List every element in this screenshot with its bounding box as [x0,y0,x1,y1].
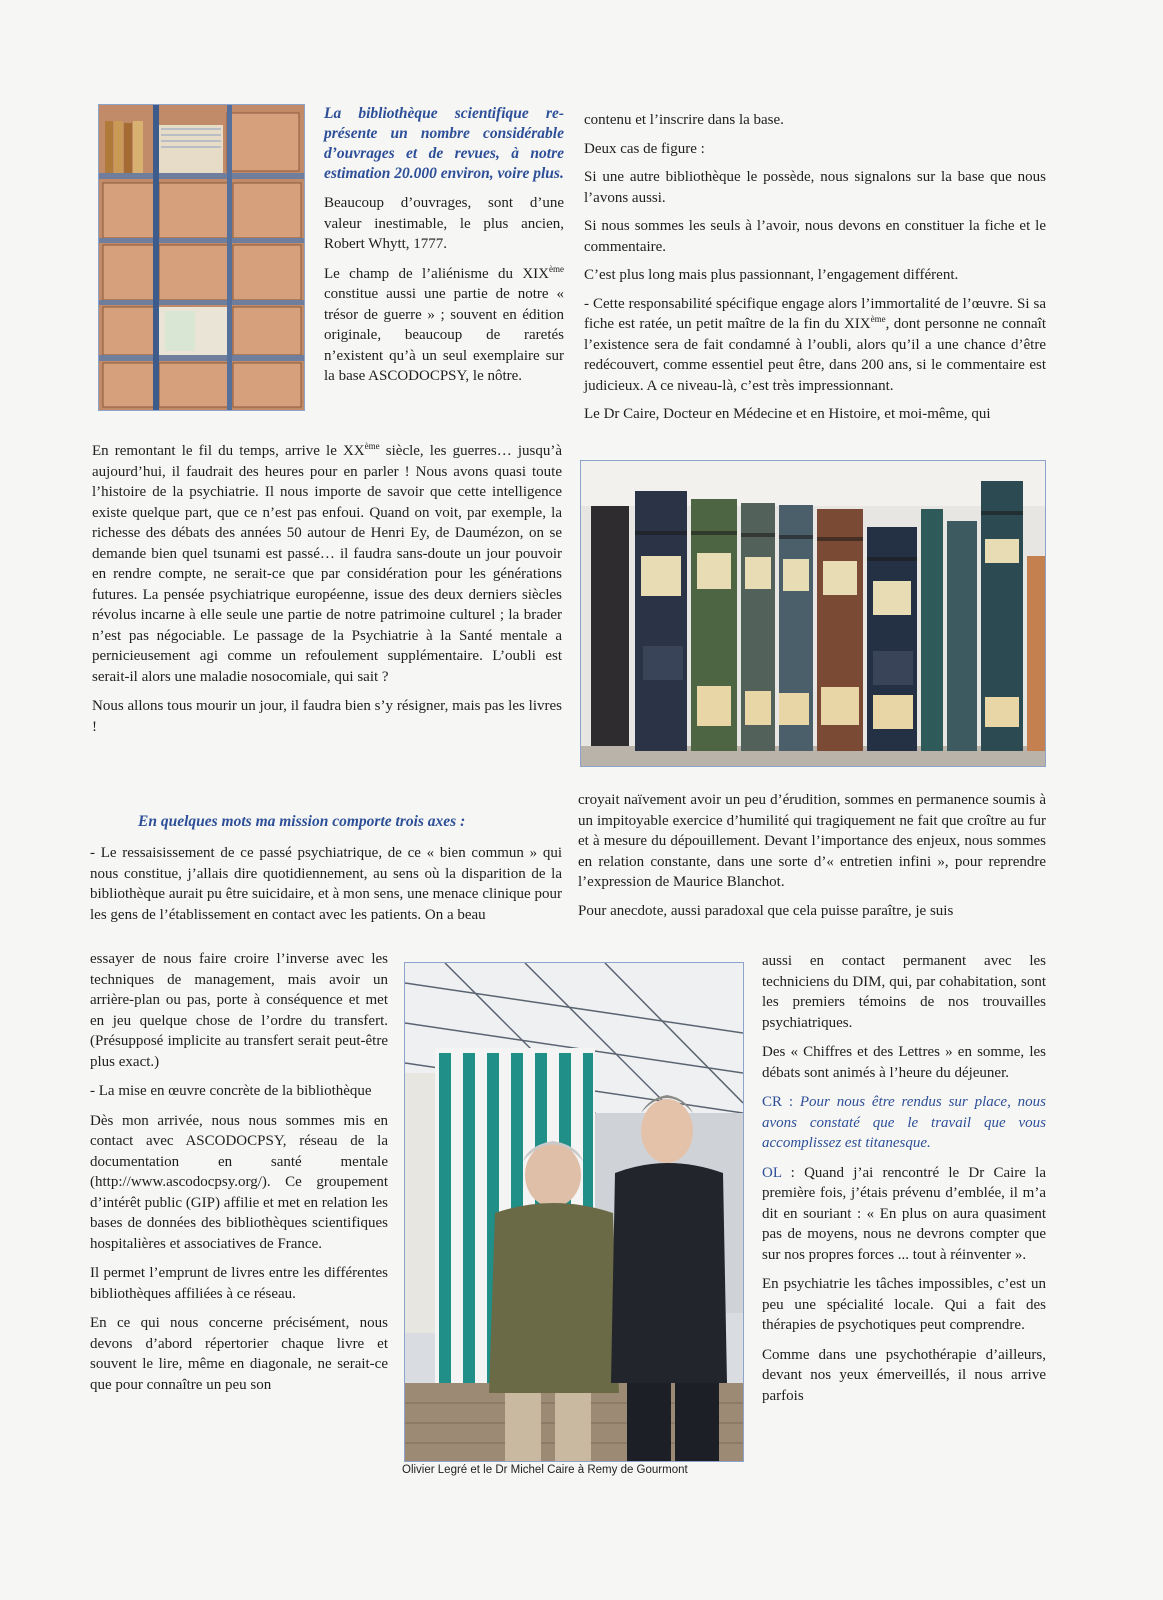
portrait-photo [404,962,744,1462]
paragraph-anecdote-cont: aussi en contact permanent avec les techniciens du DIM, qui, par cohabitation, sont les premiers témoins de nos trouvailles psychiatriques. [762,953,1046,1031]
paragraph-axis-one: - Le ressaisissement de ce passé psychiatrique, de ce « bien commun » qui nous constitue, j’allais dire quotidiennement, au sens où la disparition de la bibliothèque aurait pu être suicidaire, et à mon sens, une menace clinique pour les gens de l’établissement en contact avec les patients. On a beau [90,845,562,923]
paragraph-20th-century: En remontant le fil du temps, arrive le XXème siècle, les guerres… jusqu’à aujourd’hui, il faudrait des heures pour en parler ! Nous avons quasi toute l’histoire de la psychiatrie. Il nous importe de savoir que cette intelligence existe quelque part, que ce n’est pas enfoui. Quand on voit, par exemple, la richesse des débats des années 50 autour de Henri Ey, de Daumézon, on se demande bien quel tsunami est passé… il faudra sans-doute un jour pouvoir en rendre compte, ne serait-ce que par considération pour les générations futures. La pensée psychiatrique européenne, issue des deux derniers siècles révolus incarne à elle seule une partie de notre patrimoine culturel ; la brader n’est pas négociable. Le passage de la Psychiatrie à la Santé mentale a pernicieusement agi comme un refoulement supplémentaire. L’oubli est serait-il alors une maladie nosocomiale, qui sait ? [92,441,562,685]
cr-question: CR : Pour nous être rendus sur place, nous avons constaté que le travail que vous accomplissez est titanesque. [762,1094,1046,1151]
paragraph-dr-caire: Le Dr Caire, Docteur en Médecine et en Histoire, et moi-même, qui [584,406,991,422]
archive-shelves-photo [98,104,305,411]
paragraph-erudition: croyait naïvement avoir un peu d’érudition, sommes en permanence soumis à un impitoyable exercice d’humilité qui tragiquement ne fait que croître au fur et à mesure du dépouillement. Devant l’importance des enjeux, nous sommes en relation constante, dans une sorte d’« entretien infini », pour reprendre l’expression de Maurice Blanchot. [578,792,1046,890]
paragraph-19th-century: Le champ de l’aliénisme du XIXème constitue aussi une partie de notre « trésor de guerre » ; souvent en édition originale, beaucoup de raretés n’existent qu’à un seul exemplaire sur la base ASCODOCPSY, le nôtre. [324,263,564,384]
paragraph-longer: C’est plus long mais plus passionnant, l’engagement différent. [584,267,959,283]
paragraph-book-loan: Il permet l’emprunt de livres entre les différentes bibliothèques affiliées à ce réseau. [90,1265,388,1302]
old-books-illustration [581,461,1045,766]
paragraph-responsibility: - Cette responsabilité spécifique engage alors l’immortalité de l’œuvre. Si sa fiche est ratée, un petit maître de la fin du XIXème, dont personne ne connaît l’existence sera de fait condamné à l’oubli, alors qu’il a une chance d’être redécouvert, comme essentiel peut être, dans 200 ans, si le commentaire est judicieux. A ce niveau-là, c’est très impressionnant. [584,295,1047,394]
paragraph-ascodocpsy: Dès mon arrivée, nous nous sommes mis en contact avec ASCODOCPSY, réseau de la documentation en santé mentale (http://www.ascodocpsy.org/). Ce groupement d’intérêt public (GIP) affilie et met en relation les bases de données des bibliothèques scientifiques hospitalières et associatives de France. [90,1112,388,1252]
paragraph-content: contenu et l’inscrire dans la base. [584,112,784,128]
paragraph-chiffres-lettres: Des « Chiffres et des Lettres » en somme, les débats sont animés à l’heure du déjeuner. [762,1044,1046,1081]
paragraph-books-survive: Nous allons tous mourir un jour, il faudra bien s’y résigner, mais pas les livres ! [92,698,562,735]
paragraph-axis-one-cont: essayer de nous faire croire l’inverse avec les techniques de management, mais avoir un arrière-plan ou pas, porte à conséquence et met en jeu quelque chose de l’ordre du transfert. (Présupposé implicite au transfert serait peut-être plus exact.) [90,951,388,1070]
old-books-photo [580,460,1046,767]
paragraph-two-cases: Deux cas de figure : [584,140,705,157]
photo-caption: Olivier Legré et le Dr Michel Caire à Remy de Gourmont [402,1464,688,1476]
paragraph-axis-two: - La mise en œuvre concrète de la bibliothèque [90,1083,372,1099]
mission-heading: En quelques mots ma mission comporte trois axes : [138,813,466,830]
intro-lead: La bibliothèque scientifique re-présente un nombre considérable d’ouvrages et de revues, à notre estimation 20.000 environ, voire plus. [324,105,564,182]
paragraph-anecdote: Pour anecdote, aussi paradoxal que cela puisse paraître, je suis [578,902,954,919]
portrait-illustration [405,963,743,1461]
paragraph-our-concern: En ce qui nous concerne précisément, nous devons d’abord répertorier chaque livre et souvent le lire, même en diagonale, ne serait-ce que pour connaître un peu son [90,1315,388,1393]
ol-answer: OL : Quand j’ai rencontré le Dr Caire la première fois, j’étais prévenu d’emblée, il m’a dit en souriant : « En plus on aura quasiment pas de moyens, nous ne devrons compter que sur nos propres forces ... tout à réinventer ». [762,1164,1046,1263]
paragraph-other-library: Si une autre bibliothèque le possède, nous signalons sur la base que nous l’avons aussi. [584,169,1046,206]
paragraph-impossible-tasks: En psychiatrie les tâches impossibles, c’est un peu une spécialité locale. Qui a fait des thérapies de psychotiques peut comprendre. [762,1276,1046,1333]
paragraph-psychotherapy: Comme dans une psychothérapie d’ailleurs, devant nos yeux émerveillés, il nous arrive parfois [762,1346,1046,1404]
paragraph-oldest-book: Beaucoup d’ouvrages, sont d’une valeur inestimable, le plus ancien, Robert Whytt, 1777. [324,195,564,252]
paragraph-only-library: Si nous sommes les seuls à l’avoir, nous devons en constituer la fiche et le commentaire. [584,218,1046,255]
archive-shelves-illustration [99,105,304,410]
